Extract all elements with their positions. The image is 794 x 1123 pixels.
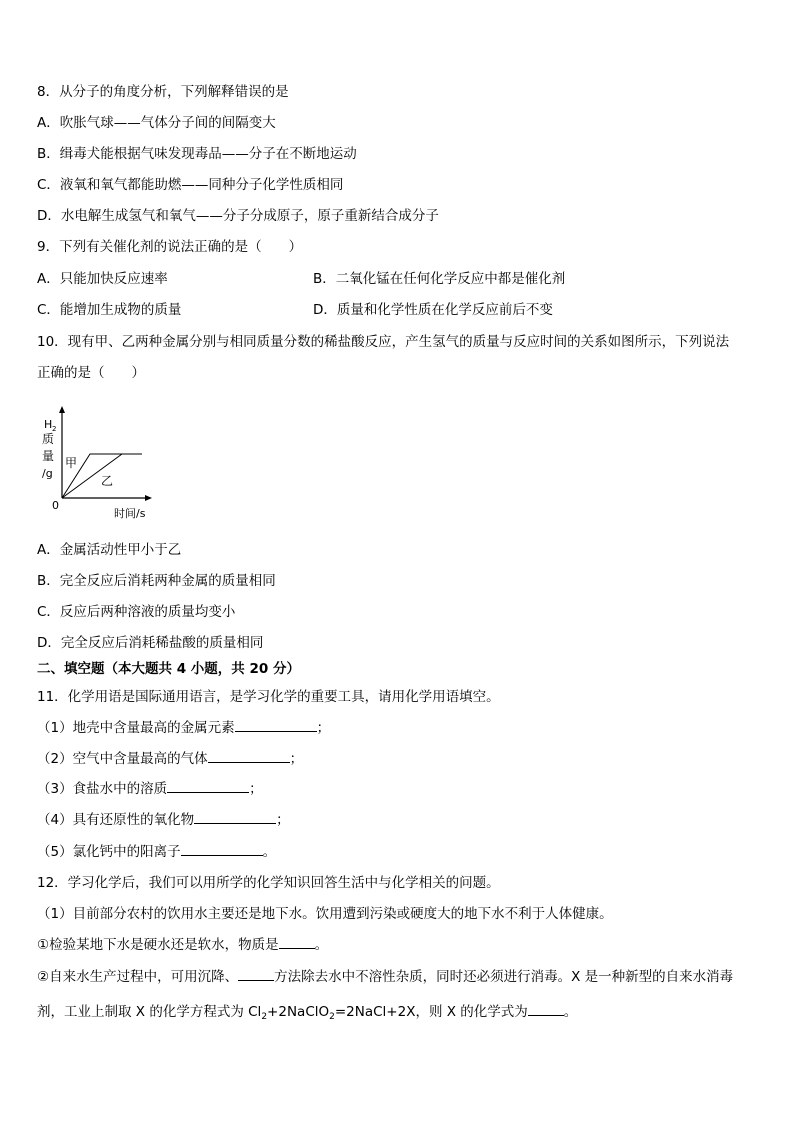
q11-part-2-text: （2）空气中含量最高的气体 bbox=[37, 751, 208, 767]
y-label-char-2: 量 bbox=[42, 449, 55, 463]
q12-subpart-1-text: ①检验某地下水是硬水还是软水，物质是 bbox=[37, 937, 279, 953]
section-heading: 二、填空题（本大题共 4 小题，共 20 分） bbox=[37, 661, 300, 677]
q11-answer-blank-2[interactable] bbox=[208, 750, 290, 763]
q11-answer-blank-5[interactable] bbox=[181, 843, 263, 856]
q9-option-d: D．质量和化学性质在化学反应前后不变 bbox=[313, 302, 553, 318]
q11-part-4 bbox=[37, 811, 290, 829]
q11-part-5-text: （5）氯化钙中的阳离子 bbox=[37, 844, 181, 860]
q11-part-2 bbox=[37, 750, 303, 768]
x-axis-arrow bbox=[145, 495, 152, 501]
q10-option-d: D．完全反应后消耗稀盐酸的质量相同 bbox=[37, 635, 264, 651]
q11-answer-blank-4[interactable] bbox=[194, 811, 276, 824]
q11-part-1 bbox=[37, 719, 330, 737]
y-label-h: H bbox=[44, 418, 53, 431]
q12-stem: 12．学习化学后，我们可以用所学的化学知识回答生活中与化学相关的问题。 bbox=[37, 875, 500, 891]
series-a-label: 甲 bbox=[65, 456, 78, 470]
q10-stem-line1: 10．现有甲、乙两种金属分别与相同质量分数的稀盐酸反应，产生氢气的质量与反应时间的关系如图所示，下列说法 bbox=[37, 334, 730, 350]
hydrogen-mass-time-graph bbox=[38, 402, 158, 522]
q11-part-3-text: （3）食盐水中的溶质 bbox=[37, 781, 168, 797]
q11-answer-blank-3[interactable] bbox=[167, 780, 249, 793]
x-label: 时间/s bbox=[114, 507, 146, 520]
q11-part-3 bbox=[37, 780, 263, 798]
y-axis-arrow bbox=[59, 406, 65, 413]
q8-option-d: D．水电解生成氢气和氧气——分子分成原子，原子重新结合成分子 bbox=[37, 208, 439, 224]
q12-subpart-3 bbox=[37, 1003, 577, 1023]
y-label-subscript: 2 bbox=[52, 425, 57, 433]
period: 。 bbox=[262, 844, 277, 860]
q10-option-a: A．金属活动性甲小于乙 bbox=[37, 542, 182, 558]
q9-option-a: A．只能加快反应速率 bbox=[37, 271, 168, 287]
q9-option-c: C．能增加生成物的质量 bbox=[37, 302, 182, 318]
q12-subpart-2-text-b: 方法除去水中不溶性杂质，同时还必须进行消毒。X 是一种新型的自来水消毒 bbox=[274, 969, 734, 985]
q10-stem-line2: 正确的是（ ） bbox=[37, 365, 145, 381]
origin-label: 0 bbox=[52, 499, 59, 512]
q11-part-1-text: （1）地壳中含量最高的金属元素 bbox=[37, 720, 235, 736]
q8-option-b: B．缉毒犬能根据气味发现毒品——分子在不断地运动 bbox=[37, 146, 357, 162]
q12-subpart-2 bbox=[37, 968, 733, 986]
series-b-label: 乙 bbox=[101, 474, 114, 488]
q9-stem: 9．下列有关催化剂的说法正确的是（ ） bbox=[37, 239, 303, 255]
q12-equation-text-a: 剂，工业上制取 X 的化学方程式为 Cl bbox=[37, 1004, 262, 1020]
q10-option-c: C．反应后两种溶液的质量均变小 bbox=[37, 604, 236, 620]
q11-part-4-text: （4）具有还原性的氧化物 bbox=[37, 812, 195, 828]
q9-option-b: B．二氧化锰在任何化学反应中都是催化剂 bbox=[313, 271, 566, 287]
q11-stem: 11．化学用语是国际通用语言，是学习化学的重要工具，请用化学用语填空。 bbox=[37, 689, 500, 705]
semicolon: ； bbox=[316, 720, 331, 736]
semicolon: ； bbox=[289, 751, 304, 767]
q11-answer-blank-1[interactable] bbox=[235, 719, 317, 732]
q10-option-b: B．完全反应后消耗两种金属的质量相同 bbox=[37, 573, 276, 589]
q12-subpart-1 bbox=[37, 936, 328, 954]
q8-stem: 8．从分子的角度分析，下列解释错误的是 bbox=[37, 84, 289, 100]
q12-equation-text-c: =2NaCl+2X，则 X 的化学式为 bbox=[334, 1004, 528, 1020]
q12-answer-blank-3[interactable] bbox=[528, 1003, 564, 1016]
q11-part-5 bbox=[37, 843, 276, 861]
subscript: 2 bbox=[329, 1012, 335, 1022]
semicolon: ； bbox=[249, 781, 263, 797]
subscript: 2 bbox=[261, 1012, 268, 1022]
period: 。 bbox=[314, 937, 329, 953]
y-label-unit: /g bbox=[42, 467, 53, 480]
q8-option-c: C．液氧和氧气都能助燃——同种分子化学性质相同 bbox=[37, 177, 344, 193]
y-label-char-1: 质 bbox=[42, 432, 55, 446]
q8-option-a: A．吹胀气球——气体分子间的间隔变大 bbox=[37, 115, 276, 131]
semicolon: ； bbox=[276, 812, 290, 828]
q12-answer-blank-1[interactable] bbox=[279, 936, 315, 949]
period: 。 bbox=[563, 1004, 578, 1020]
q12-answer-blank-2[interactable] bbox=[238, 968, 274, 981]
q12-part-1: （1）目前部分农村的饮用水主要还是地下水。饮用遭到污染或硬度大的地下水不利于人体健康。 bbox=[37, 906, 613, 922]
q12-equation-text-b: +2NaClO bbox=[267, 1004, 330, 1020]
q12-subpart-2-text-a: ②自来水生产过程中，可用沉降、 bbox=[37, 969, 239, 985]
